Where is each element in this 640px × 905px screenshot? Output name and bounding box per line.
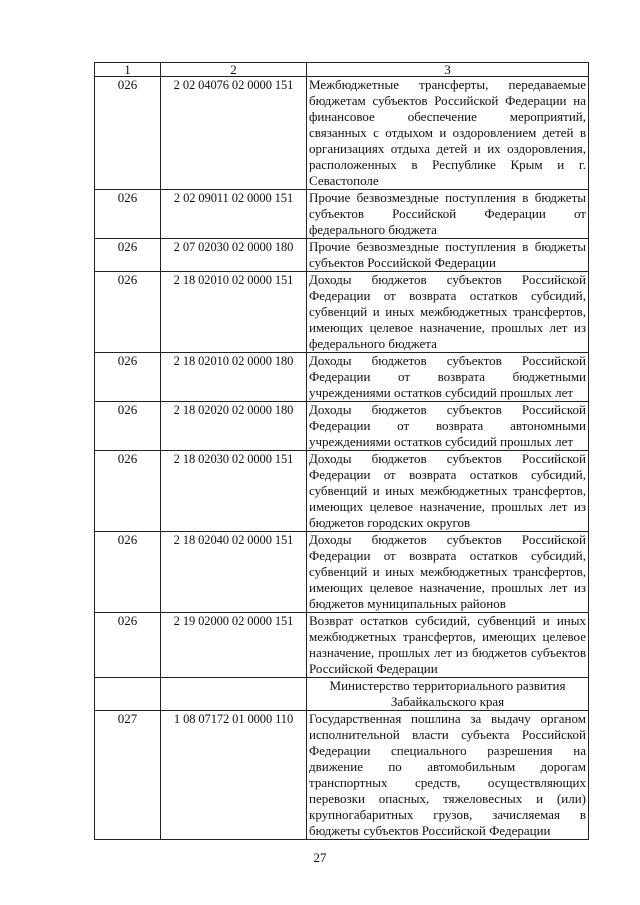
revenue-code-cell: 2 02 09011 02 0000 151 bbox=[161, 190, 307, 239]
admin-code-cell: 027 bbox=[95, 711, 161, 840]
description-cell: Возврат остатков субсидий, субвенций и иных межбюджетных трансфертов, имеющих целевое назначение, прошлых лет из бюджетов субъектов Российской Федерации bbox=[307, 613, 589, 678]
table-header bbox=[95, 63, 589, 77]
admin-code-cell: 026 bbox=[95, 272, 161, 353]
admin-code-cell: 026 bbox=[95, 190, 161, 239]
admin-code-cell: 026 bbox=[95, 239, 161, 272]
table-row bbox=[95, 239, 589, 272]
revenue-code-cell: 2 18 02020 02 0000 180 bbox=[161, 402, 307, 451]
revenue-code-cell: 2 18 02040 02 0000 151 bbox=[161, 532, 307, 613]
revenue-code-cell: 1 08 07172 01 0000 110 bbox=[161, 711, 307, 840]
table-body bbox=[95, 77, 589, 840]
revenue-code-cell: 2 07 02030 02 0000 180 bbox=[161, 239, 307, 272]
section-header-row bbox=[95, 678, 589, 711]
section-title: Министерство территориального развития Забайкальского края bbox=[307, 678, 589, 711]
revenue-code-cell: 2 18 02010 02 0000 151 bbox=[161, 272, 307, 353]
admin-code-cell: 026 bbox=[95, 402, 161, 451]
revenue-code-cell: 2 19 02000 02 0000 151 bbox=[161, 613, 307, 678]
description-cell: Доходы бюджетов субъектов Российской Федерации от возврата автономными учреждениями остатков субсидий прошлых лет bbox=[307, 402, 589, 451]
table-row bbox=[95, 272, 589, 353]
revenue-code-cell: 2 02 04076 02 0000 151 bbox=[161, 77, 307, 190]
description-cell: Межбюджетные трансферты, передаваемые бюджетам субъектов Российской Федерации на финансовое обеспечение мероприятий, связанных с отдыхом и оздоровлением детей в организациях отдыха детей и их оздоровления, расположенных в Республике Крым и г. Севастополе bbox=[307, 77, 589, 190]
header-col-2: 2 bbox=[161, 63, 307, 77]
header-row bbox=[95, 63, 589, 77]
admin-code-cell: 026 bbox=[95, 532, 161, 613]
admin-code-cell: 026 bbox=[95, 353, 161, 402]
admin-code-cell: 026 bbox=[95, 77, 161, 190]
table-row bbox=[95, 77, 589, 190]
table-row bbox=[95, 190, 589, 239]
section-empty-cell bbox=[95, 678, 161, 711]
table-row bbox=[95, 353, 589, 402]
table-row bbox=[95, 613, 589, 678]
table-row bbox=[95, 532, 589, 613]
description-cell: Доходы бюджетов субъектов Российской Федерации от возврата остатков субсидий, субвенций и иных межбюджетных трансфертов, имеющих целевое назначение, прошлых лет из бюджетов муниципальных районов bbox=[307, 532, 589, 613]
table-row bbox=[95, 402, 589, 451]
table-row bbox=[95, 711, 589, 840]
description-cell: Прочие безвозмездные поступления в бюджеты субъектов Российской Федерации bbox=[307, 239, 589, 272]
description-cell: Прочие безвозмездные поступления в бюджеты субъектов Российской Федерации от федерального бюджета bbox=[307, 190, 589, 239]
section-empty-cell bbox=[161, 678, 307, 711]
revenue-code-cell: 2 18 02030 02 0000 151 bbox=[161, 451, 307, 532]
admin-code-cell: 026 bbox=[95, 613, 161, 678]
description-cell: Доходы бюджетов субъектов Российской Федерации от возврата остатков субсидий, субвенций и иных межбюджетных трансфертов, имеющих целевое назначение, прошлых лет из федерального бюджета bbox=[307, 272, 589, 353]
admin-code-cell: 026 bbox=[95, 451, 161, 532]
header-col-1: 1 bbox=[95, 63, 161, 77]
description-cell: Государственная пошлина за выдачу органом исполнительной власти субъекта Российской Федерации специального разрешения на движение по автомобильным дорогам транспортных средств, осуществляющих перевозки опасных, тяжеловесных и (или) крупногабаритных грузов, зачисляемая в бюджеты субъектов Российской Федерации bbox=[307, 711, 589, 840]
description-cell: Доходы бюджетов субъектов Российской Федерации от возврата остатков субсидий, субвенций и иных межбюджетных трансфертов, имеющих целевое назначение, прошлых лет из бюджетов городских округов bbox=[307, 451, 589, 532]
table-row bbox=[95, 451, 589, 532]
revenue-code-cell: 2 18 02010 02 0000 180 bbox=[161, 353, 307, 402]
description-cell: Доходы бюджетов субъектов Российской Федерации от возврата бюджетными учреждениями остатков субсидий прошлых лет bbox=[307, 353, 589, 402]
page-number: 27 bbox=[313, 850, 327, 865]
revenue-codes-table bbox=[94, 62, 589, 840]
header-col-3: 3 bbox=[307, 63, 589, 77]
